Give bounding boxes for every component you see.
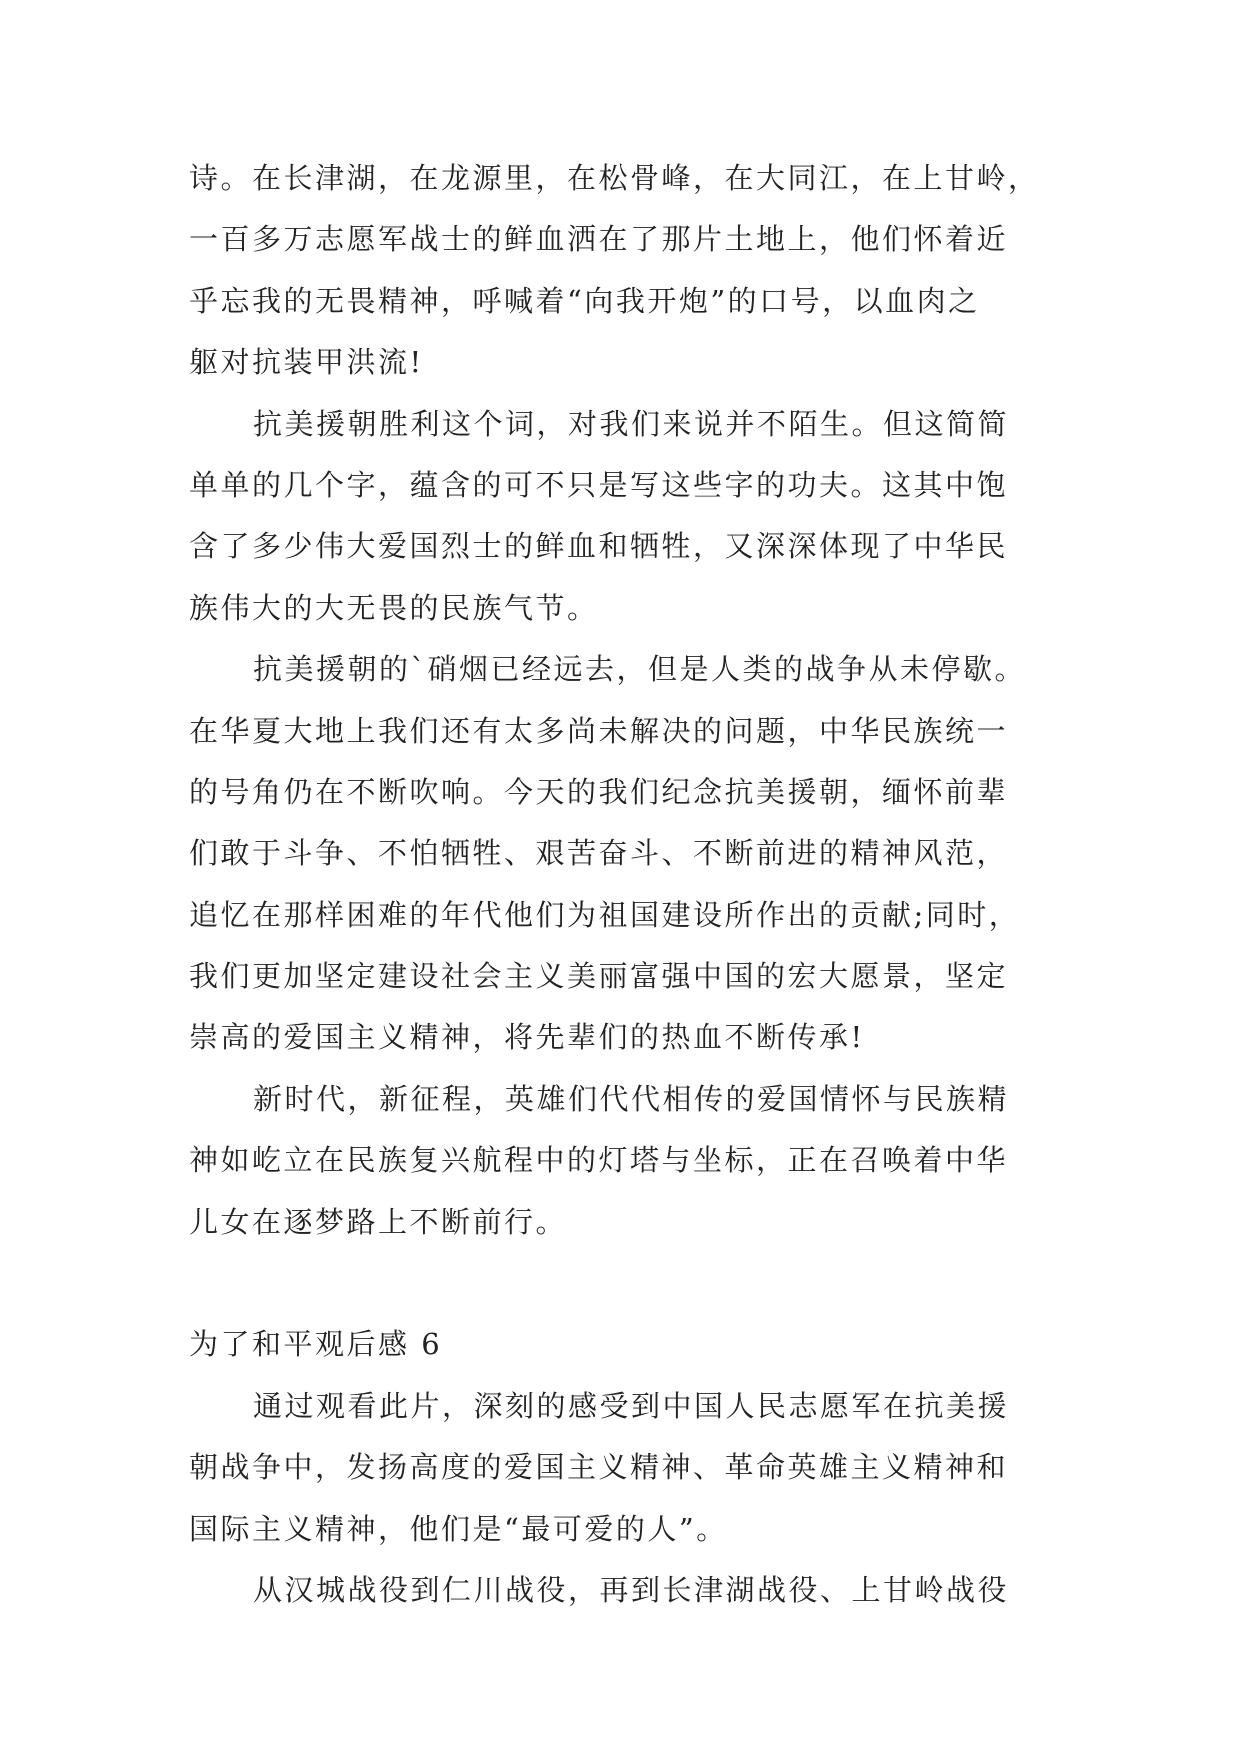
paragraph-line: 族伟大的大无畏的民族气节。 (189, 590, 599, 625)
paragraph-line: 诗。在长津湖，在龙源里，在松骨峰，在大同江，在上甘岭， (189, 161, 1040, 195)
paragraph-line: 从汉城战役到仁川战役，再到长津湖战役、上甘岭战役 (253, 1572, 1010, 1607)
paragraph-line: 的号角仍在不断吹响。今天的我们纪念抗美援朝，缅怀前辈 (189, 774, 1009, 809)
paragraph-3 (189, 639, 1059, 1069)
paragraph-line: 一百多万志愿军战士的鲜血洒在了那片土地上，他们怀着近 (189, 222, 1009, 257)
paragraph-line: 抗美援朝的`硝烟已经远去，但是人类的战争从未停歇。 (253, 652, 1027, 687)
paragraph-line: 在华夏大地上我们还有太多尚未解决的问题，中华民族统一 (189, 713, 1009, 748)
blank-spacer (189, 1253, 1059, 1314)
paragraph-line: 通过观看此片，深刻的感受到中国人民志愿军在抗美援 (253, 1388, 1010, 1423)
paragraph-line: 追忆在那样困难的年代他们为祖国建设所作出的贡献;同时， (189, 897, 1021, 932)
section-heading: 为了和平观后感 6 (189, 1327, 443, 1362)
paragraph-line: 含了多少伟大爱国烈士的鲜血和牺牲，又深深体现了中华民 (189, 529, 1009, 564)
paragraph-4 (189, 1069, 1059, 1253)
paragraph-6 (189, 1560, 1059, 1621)
paragraph-line: 抗美援朝胜利这个词，对我们来说并不陌生。但这简简 (253, 406, 1010, 441)
paragraph-1 (189, 148, 1059, 394)
paragraph-line: 乎忘我的无畏精神，呼喊着“向我开炮”的口号，以血肉之 (189, 283, 980, 318)
paragraph-line: 我们更加坚定建设社会主义美丽富强中国的宏大愿景，坚定 (189, 959, 1009, 994)
paragraph-line: 崇高的爱国主义精神，将先辈们的热血不断传承! (189, 1020, 865, 1055)
paragraph-line: 神如屹立在民族复兴航程中的灯塔与坐标，正在召唤着中华 (189, 1143, 1009, 1178)
paragraph-line: 躯对抗装甲洪流! (189, 345, 424, 380)
paragraph-5 (189, 1376, 1059, 1560)
document-body (189, 148, 1059, 1621)
paragraph-line: 单单的几个字，蕴含的可不只是写这些字的功夫。这其中饱 (189, 467, 1009, 502)
paragraph-line: 国际主义精神，他们是“最可爱的人”。 (189, 1511, 728, 1546)
paragraph-line: 儿女在逐梦路上不断前行。 (189, 1204, 568, 1239)
paragraph-line: 们敢于斗争、不怕牺牲、艰苦奋斗、不断前进的精神风范， (189, 836, 1009, 871)
paragraph-line: 朝战争中，发扬高度的爱国主义精神、革命英雄主义精神和 (189, 1450, 1009, 1485)
paragraph-line: 新时代，新征程，英雄们代代相传的爱国情怀与民族精 (253, 1081, 1010, 1116)
paragraph-2 (189, 394, 1059, 640)
